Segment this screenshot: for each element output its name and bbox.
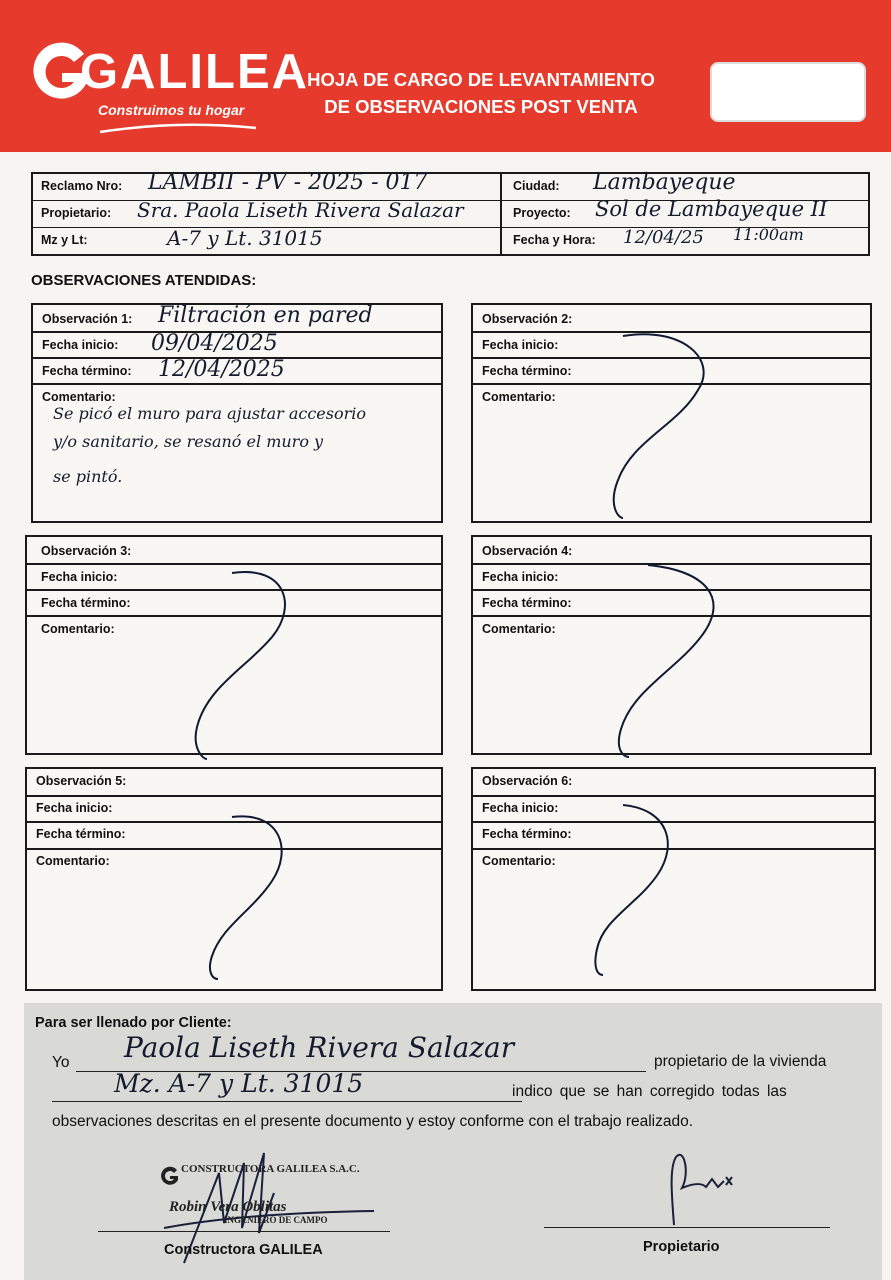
client-section (24, 1003, 882, 1280)
client-name-value: Paola Liseth Rivera Salazar (124, 1031, 515, 1064)
fecha-value: 12/04/25 (623, 227, 704, 248)
row-divider (473, 615, 870, 617)
comentario-label: Comentario: (482, 854, 556, 868)
company-signature-line (98, 1231, 390, 1232)
address-line (52, 1101, 522, 1102)
row-divider (27, 589, 441, 591)
claim-info-table (31, 172, 870, 256)
row-divider (27, 848, 441, 850)
comentario-label: Comentario: (42, 390, 116, 404)
row-divider (27, 795, 441, 797)
galilea-logo (28, 38, 310, 133)
document-code-box (710, 62, 866, 122)
observation-label: Observación 3: (41, 544, 132, 558)
fecha-termino-label: Fecha término: (482, 364, 572, 378)
client-section-title: Para ser llenado por Cliente: (35, 1015, 232, 1031)
observation-box-5 (25, 767, 443, 991)
fecha-inicio-label: Fecha inicio: (482, 801, 559, 815)
row-divider (473, 383, 870, 385)
fecha-termino-value: 12/04/2025 (158, 357, 285, 382)
row-divider (33, 383, 441, 385)
observation-value: Filtración en pared (158, 303, 373, 328)
section-title: OBSERVACIONES ATENDIDAS: (31, 272, 257, 289)
swoosh-icon (98, 122, 258, 134)
observation-box-4 (471, 535, 872, 755)
comentario-label: Comentario: (36, 854, 110, 868)
fecha-termino-label: Fecha término: (482, 827, 572, 841)
header-banner (0, 0, 891, 152)
address-value: Mz. A-7 y Lt. 31015 (114, 1069, 364, 1098)
reclamo-value: LAMBII - PV - 2025 - 017 (148, 170, 428, 195)
fecha-inicio-label: Fecha inicio: (42, 338, 119, 352)
document-title-line2: DE OBSERVACIONES POST VENTA (324, 96, 638, 117)
observation-label: Observación 5: (36, 774, 127, 788)
fecha-termino-label: Fecha término: (482, 596, 572, 610)
stamp-company: CONSTRUCTORA GALILEA S.A.C. (181, 1163, 360, 1175)
comentario-label: Comentario: (482, 390, 556, 404)
stamp-role: INGENIERO DE CAMPO (224, 1215, 328, 1225)
propietario-value: Sra. Paola Liseth Rivera Salazar (137, 198, 464, 222)
observation-box-1 (31, 303, 443, 523)
row-divider (27, 563, 441, 565)
strikethrough-mark (583, 799, 693, 979)
row-divider (473, 795, 874, 797)
fecha-hora-label: Fecha y Hora: (513, 233, 596, 247)
observation-box-2 (471, 303, 872, 523)
proyecto-label: Proyecto: (513, 206, 571, 220)
observation-box-6 (471, 767, 876, 991)
comentario-line: se pintó. (53, 467, 123, 486)
proyecto-value: Sol de Lambayeque II (595, 197, 828, 221)
fecha-inicio-label: Fecha inicio: (482, 570, 559, 584)
yo-label: Yo (52, 1054, 70, 1071)
owner-signature-line (544, 1227, 830, 1228)
mz-lt-value: A-7 y Lt. 31015 (167, 226, 323, 250)
row-divider (473, 563, 870, 565)
propietario-label: Propietario: (41, 206, 112, 220)
table-row (33, 197, 868, 228)
row-divider (473, 357, 870, 359)
owner-signature (654, 1143, 764, 1233)
row-divider (473, 821, 874, 823)
owner-signature-caption: Propietario (643, 1239, 720, 1255)
strikethrough-mark (192, 811, 302, 981)
row-divider (473, 589, 870, 591)
comentario-label: Comentario: (41, 622, 115, 636)
row-divider (473, 848, 874, 850)
line1-end-text: propietario de la vivienda (654, 1053, 827, 1070)
table-row (33, 225, 868, 254)
row-divider (27, 821, 441, 823)
mz-lt-label: Mz y Lt: (41, 233, 88, 247)
logo-slogan: Construimos tu hogar (98, 102, 245, 118)
fecha-inicio-label: Fecha inicio: (36, 801, 113, 815)
observation-box-3 (25, 535, 443, 755)
observation-label: Observación 2: (482, 312, 573, 326)
fecha-inicio-label: Fecha inicio: (482, 338, 559, 352)
strikethrough-mark (177, 567, 307, 762)
conformity-text: observaciones descritas en el presente documento y estoy conforme con el trabajo realizado. (52, 1113, 694, 1130)
document-title (276, 66, 686, 120)
stamp-name: Robin Vera Oblitas (169, 1199, 287, 1215)
logo-wordmark: GALILEA (80, 45, 310, 99)
fecha-termino-label: Fecha término: (41, 596, 131, 610)
comentario-line: y/o sanitario, se resanó el muro y (53, 432, 324, 451)
comentario-label: Comentario: (482, 622, 556, 636)
observation-label: Observación 6: (482, 774, 573, 788)
line2-end-text: indico que se han corregido todas las (512, 1083, 787, 1100)
hora-value: 11:00am (733, 225, 804, 244)
fecha-inicio-value: 09/04/2025 (151, 331, 278, 356)
document-title-line1: HOJA DE CARGO DE LEVANTAMIENTO (307, 69, 655, 90)
ciudad-value: Lambayeque (593, 170, 736, 195)
ciudad-label: Ciudad: (513, 179, 560, 193)
reclamo-label: Reclamo Nro: (41, 179, 123, 193)
strikethrough-mark (593, 330, 723, 520)
fecha-termino-label: Fecha término: (36, 827, 126, 841)
row-divider (473, 331, 870, 333)
fecha-inicio-label: Fecha inicio: (41, 570, 118, 584)
fecha-termino-label: Fecha término: (42, 364, 132, 378)
comentario-line: Se picó el muro para ajustar accesorio (53, 404, 367, 423)
row-divider (27, 615, 441, 617)
observation-label: Observación 4: (482, 544, 573, 558)
company-signature-caption: Constructora GALILEA (164, 1242, 323, 1258)
observation-label: Observación 1: (42, 312, 133, 326)
